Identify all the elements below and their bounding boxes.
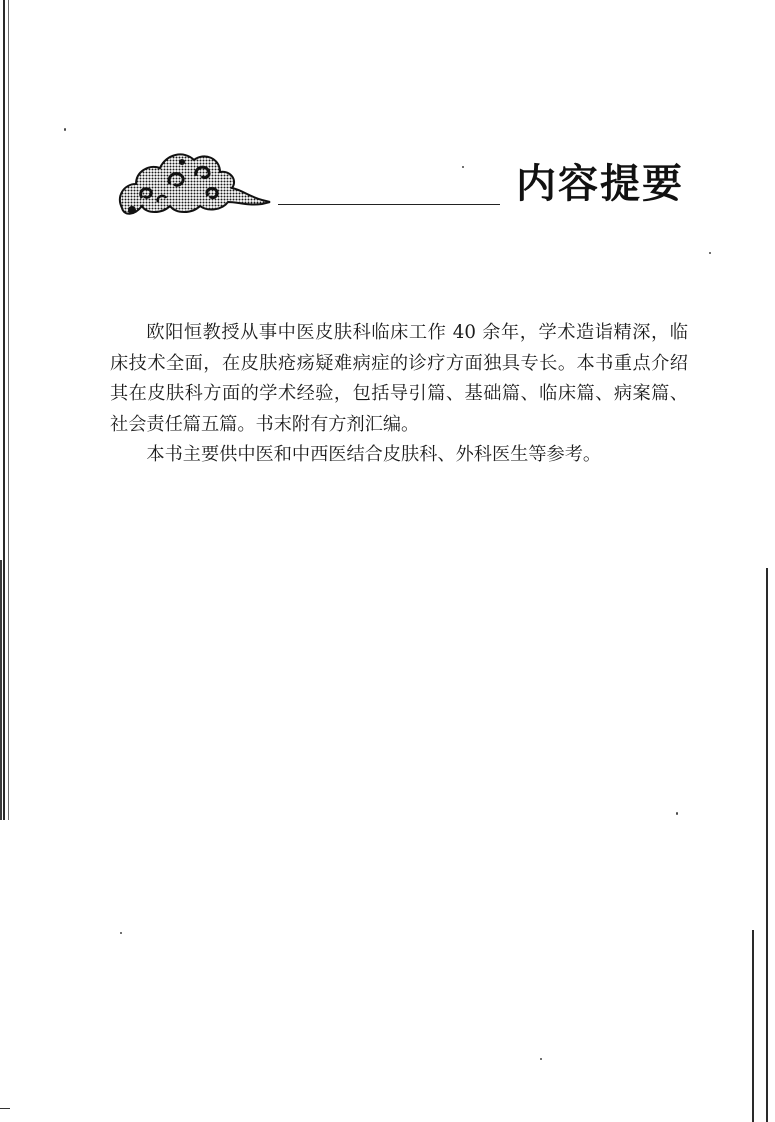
- audience-paragraph: 本书主要供中医和中西医结合皮肤科、外科医生等参考。: [146, 444, 602, 465]
- scan-edge-left-lower: [0, 560, 2, 820]
- scan-mark-bottom-left: [0, 1108, 10, 1109]
- cloud-ornament-icon: [112, 144, 272, 224]
- scan-edge-left: [3, 0, 5, 820]
- scan-speck: [676, 812, 678, 815]
- scan-edge-right: [766, 568, 768, 1122]
- scan-speck: [709, 252, 711, 254]
- summary-paragraph: 欧阳恒教授从事中医皮肤科临床工作 40 余年，学术造诣精深，临床技术全面，在皮肤疮疡疑难病症的诊疗方面独具专长。本书重点介绍其在皮肤科方面的学术经验，包括导引篇、基础篇、临床篇、病案篇、社会责任篇五篇。书末附有方剂汇编。: [110, 322, 688, 435]
- scan-speck: [540, 1058, 542, 1060]
- scan-edge-right-inner: [752, 930, 754, 1122]
- page-title: 内容提要: [516, 161, 684, 207]
- scan-edge-left-inner: [8, 0, 9, 820]
- scan-speck: [462, 166, 464, 168]
- scan-speck: [64, 128, 66, 131]
- summary-body: [110, 318, 688, 471]
- header-rule: [278, 204, 500, 205]
- scan-speck: [120, 932, 122, 934]
